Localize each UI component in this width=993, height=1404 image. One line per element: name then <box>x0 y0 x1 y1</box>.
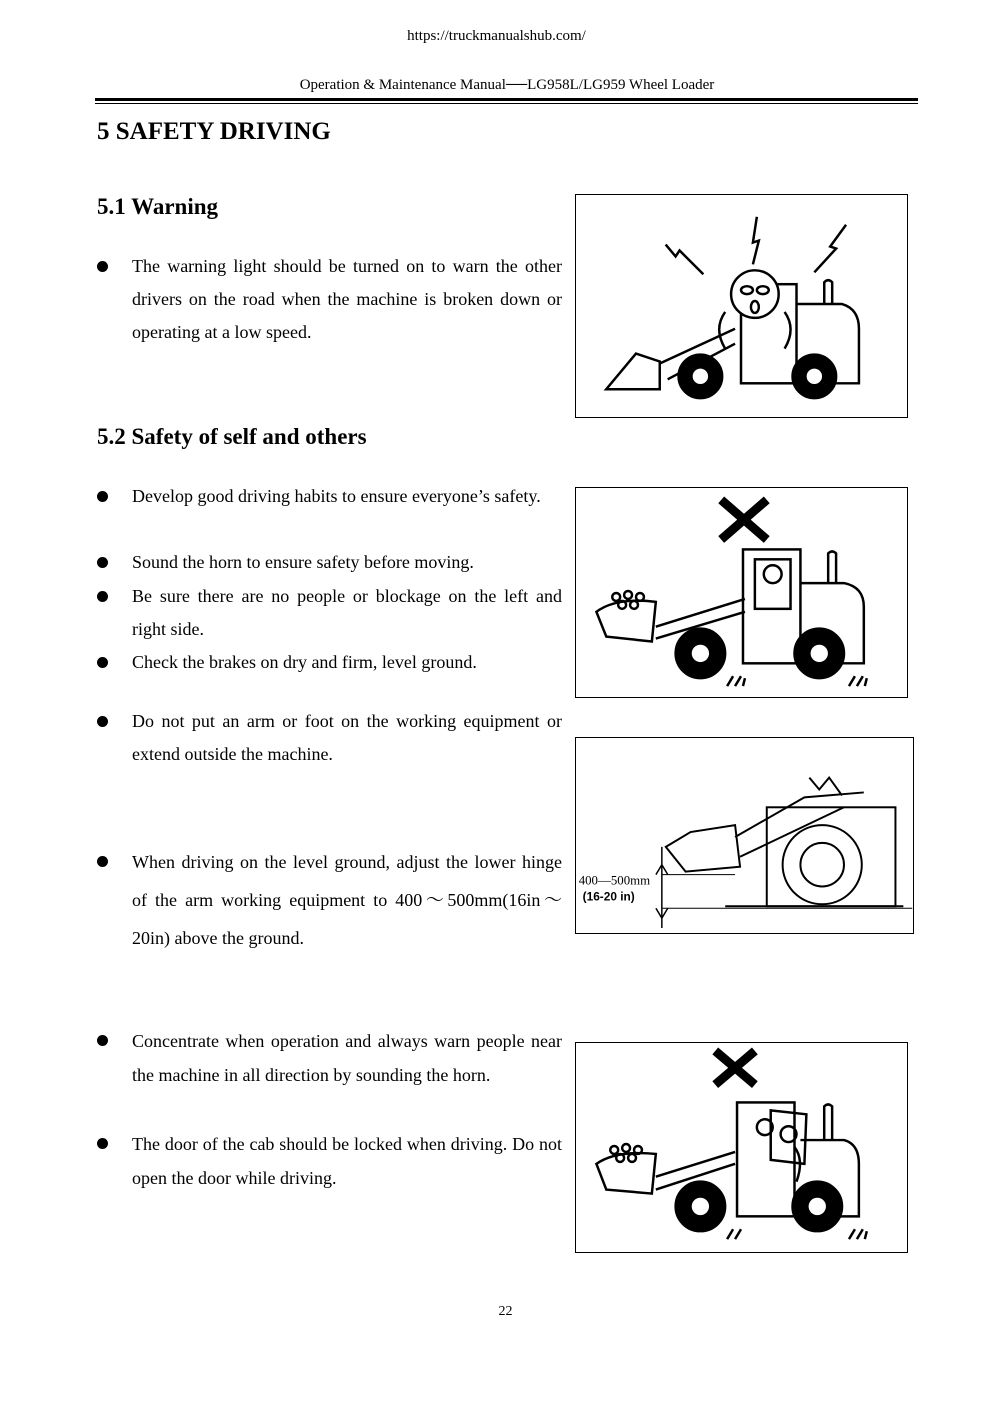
cross-icon <box>715 1051 755 1085</box>
bullet-icon <box>97 1138 108 1149</box>
list-item-text: Be sure there are no people or blockage on the left and right side. <box>132 586 562 639</box>
header-rule-thick <box>95 98 918 101</box>
bullet-icon <box>97 716 108 727</box>
list-item <box>97 250 562 349</box>
loader-height-illustration <box>575 737 914 934</box>
list-item <box>97 546 562 579</box>
page-number: 22 <box>498 1304 513 1319</box>
list-item-text: Do not put an arm or foot on the working equipment or extend outside the machine. <box>132 711 562 764</box>
section-title-safety: 5.2 Safety of self and others <box>97 424 367 449</box>
list-item <box>97 580 562 646</box>
header-rule-thin <box>95 103 918 104</box>
bullet-icon <box>97 591 108 602</box>
list-item <box>97 646 562 679</box>
bullet-icon <box>97 261 108 272</box>
lightning-bolt-icon <box>666 245 704 275</box>
warning-loader-illustration <box>575 194 908 418</box>
source-url: https://truckmanualshub.com/ <box>407 28 586 44</box>
running-header: Operation & Maintenance Manual──LG958L/LG959 Wheel Loader <box>299 77 715 93</box>
list-item-text: Concentrate when operation and always warn people near the machine in all direction by sounding the horn. <box>132 1031 562 1085</box>
loader-door-prohibited-illustration <box>575 1042 908 1253</box>
lightning-bolt-icon <box>753 217 759 265</box>
list-item-text: Sound the horn to ensure safety before moving. <box>132 552 474 572</box>
bullet-icon <box>97 856 108 867</box>
bullet-icon <box>97 491 108 502</box>
list-item-text: Check the brakes on dry and firm, level ground. <box>132 652 477 672</box>
list-item <box>97 843 562 957</box>
cross-icon <box>721 500 767 540</box>
bullet-icon <box>97 657 108 668</box>
height-range-imperial-label: (16-20 in) <box>582 889 635 904</box>
chapter-title: 5 SAFETY DRIVING <box>97 118 331 145</box>
list-item-text: Develop good driving habits to ensure everyone’s safety. <box>132 486 541 506</box>
list-item <box>97 1127 562 1195</box>
list-item <box>97 1024 562 1092</box>
height-range-label: 400—500mm <box>578 873 651 888</box>
bullet-icon <box>97 1035 108 1046</box>
list-item-text: The door of the cab should be locked when driving. Do not open the door while driving. <box>132 1134 562 1188</box>
list-item <box>97 480 562 513</box>
lightning-bolt-icon <box>814 225 846 273</box>
bullet-icon <box>97 557 108 568</box>
section-title-warning: 5.1 Warning <box>97 194 218 219</box>
list-item-text: When driving on the level ground, adjust the lower hinge of the arm working equipment to 400～500mm(16in～20in) above the ground. <box>132 852 562 948</box>
list-item <box>97 705 562 771</box>
list-item-text: The warning light should be turned on to warn the other drivers on the road when the machine is broken down or operating at a low speed. <box>132 256 562 342</box>
loader-prohibited-illustration <box>575 487 908 698</box>
